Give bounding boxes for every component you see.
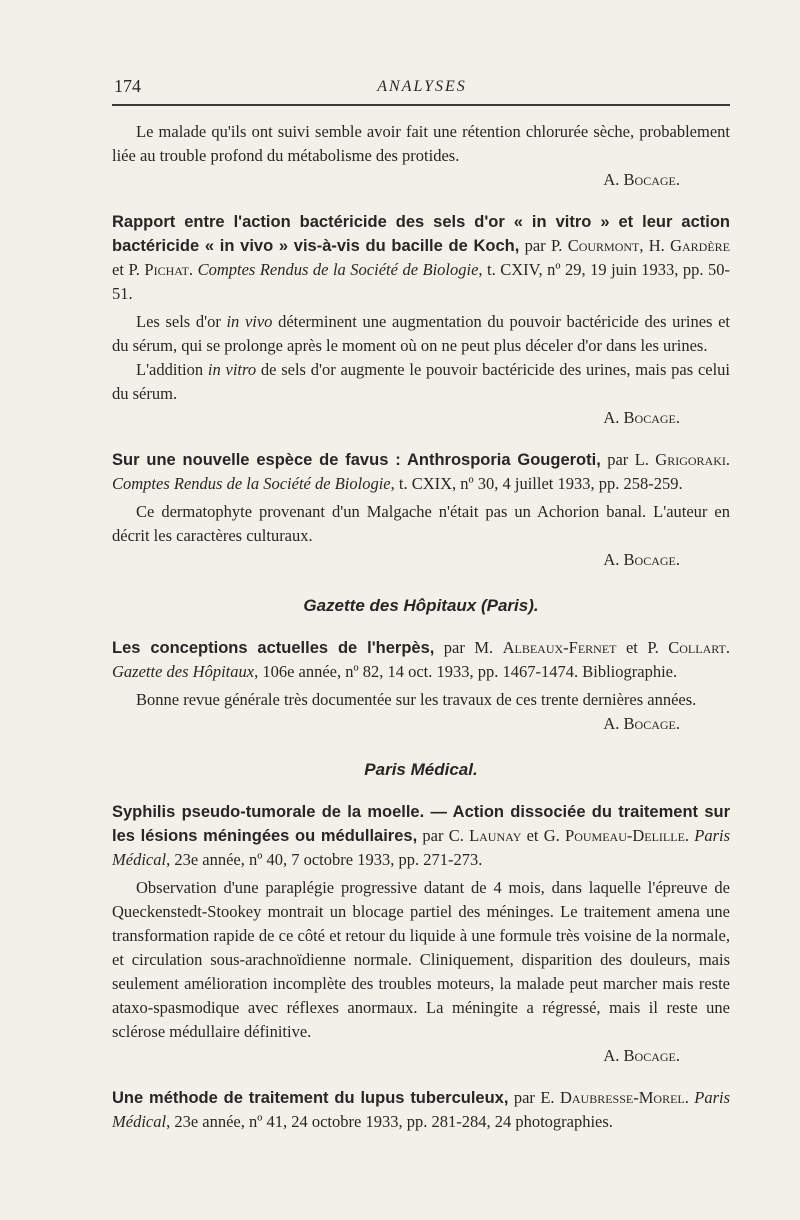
reference-details: , t. CXIV, nº 29, 19 juin 1933, pp. 50-51. <box>112 260 731 303</box>
article-title: Une méthode de traitement du lupus tuberculeux, <box>112 1089 509 1107</box>
reference-details: , 23e année, nº 40, 7 octobre 1933, pp. 271-273. <box>166 850 483 869</box>
emphasis-text: in vitro <box>207 360 257 379</box>
article-heading <box>112 800 730 872</box>
abstract-paragraph <box>112 120 730 192</box>
abstract-paragraph <box>112 876 730 1068</box>
separator-text: . <box>725 450 731 469</box>
source-journal: Paris Médical <box>112 1088 731 1131</box>
conjunction-text: et P. <box>625 638 659 657</box>
separator-text: . <box>725 638 730 657</box>
article-entry <box>112 448 730 572</box>
article-entry <box>112 1086 730 1134</box>
reference-details: , 23e année, nº 41, 24 octobre 1933, pp. 281-284, 24 photographies. <box>166 1112 613 1131</box>
article-heading <box>112 210 730 306</box>
emphasis-text: in vivo <box>226 312 273 331</box>
abstract-paragraph <box>112 358 730 430</box>
source-journal: Comptes Rendus de la Société de Biologie <box>112 474 391 493</box>
abstract-text: L'addition <box>136 360 204 379</box>
section-heading: Gazette des Hôpitaux (Paris). <box>303 596 539 615</box>
article-entry <box>112 636 730 736</box>
author-name: L. Grigoraki <box>634 450 726 469</box>
article-title: Les conceptions actuelles de l'herpès, <box>112 639 435 657</box>
article-title: Sur une nouvelle espèce de favus : Anthrosporia Gougeroti, <box>112 451 601 469</box>
signature: A. Bocage. <box>603 550 680 569</box>
journal-header: ANALYSES <box>377 78 467 95</box>
by-text: par C. <box>422 826 464 845</box>
separator-text: . <box>684 1088 689 1107</box>
article-entry <box>112 210 730 430</box>
by-text: par E. <box>513 1088 555 1107</box>
signature: A. Bocage. <box>603 408 680 427</box>
author-name: Collart <box>668 638 726 657</box>
running-head <box>112 76 732 102</box>
separator-text: . <box>188 260 194 279</box>
separator-text: . <box>684 826 690 845</box>
signature: A. Bocage. <box>603 1046 680 1065</box>
abstract-paragraph <box>112 310 730 358</box>
author-name: Daubresse-Morel <box>559 1088 685 1107</box>
author-name: Poumeau-Delille <box>565 826 685 845</box>
abstract-text: de sels d'or augmente le pouvoir bactéricide des urines, mais pas celui du sérum. <box>112 360 731 403</box>
abstract-text: Observation d'une paraplégie progressive datant de 4 mois, dans laquelle l'épreuve de Queckenstedt-Stookey montrait un blocage partiel des méninges. Le traitement amena une transformation rapide de ce côté et retour du liquide à une formule très voisine de la normale, et circulation sous-arachnoïdienne normale. Cliniquement, disparition des douleurs, mais seulement amélioration incomplète des troubles moteurs, la malade peut marcher mais reste ataxo-spasmodique avec réflexes anormaux. La méningite a régressé, mais il reste une sclérose médullaire définitive. <box>112 878 730 1041</box>
article-title: Rapport entre l'action bactéricide des sels d'or « in vitro » et leur action bactéricide « in vivo » vis-à-vis du bacille de Koch, <box>112 213 730 255</box>
page-number: 174 <box>114 76 141 96</box>
abstract-text: Bonne revue générale très documentée sur les travaux de ces trente dernières années. <box>136 690 697 709</box>
by-text: par M. <box>443 638 494 657</box>
abstract-paragraph <box>112 688 730 736</box>
article-heading <box>112 636 730 684</box>
page-content <box>112 120 730 1134</box>
article-heading <box>112 1086 730 1134</box>
source-journal: Paris Médical <box>112 826 731 869</box>
abstract-paragraph <box>112 500 730 572</box>
header-rule <box>112 104 730 106</box>
reference-details: , t. CXIX, nº 30, 4 juillet 1933, pp. 258-259. <box>390 474 683 493</box>
reference-details: , 106e année, nº 82, 14 oct. 1933, pp. 1467-1474. Bibliographie. <box>254 662 678 681</box>
abstract-text: Ce dermatophyte provenant d'un Malgache n'était pas un Achorion banal. L'auteur en décrit les caractères culturaux. <box>112 502 730 545</box>
conjunction-text: et <box>112 260 124 279</box>
article-title: Syphilis pseudo-tumorale de la moelle. — Action dissociée du traitement sur les lésions méningées ou médullaires, <box>112 803 730 845</box>
author-name: Albeaux-Fernet <box>502 638 617 657</box>
author-name: P. Pichat <box>128 260 189 279</box>
author-name: Launay <box>469 826 522 845</box>
abstract-text: déterminent une augmentation du pouvoir bactéricide des urines et du sérum, qui se prolonge après le moment où on ne peut plus déceler d'or dans les urines. <box>112 312 731 355</box>
by-text: par <box>607 450 629 469</box>
signature: A. Bocage. <box>603 714 680 733</box>
abstract-text: Les sels d'or <box>136 312 221 331</box>
by-text: par <box>524 236 546 255</box>
signature: A. Bocage. <box>603 170 680 189</box>
article-heading <box>112 448 730 496</box>
author-name: H. Gardère <box>648 236 730 255</box>
conjunction-text: et G. <box>526 826 560 845</box>
author-name: P. Courmont <box>550 236 640 255</box>
section-heading: Paris Médical. <box>364 760 478 779</box>
abstract-text: Le malade qu'ils ont suivi semble avoir fait une rétention chlorurée sèche, probablement liée au trouble profond du métabolisme des protides. <box>112 122 730 165</box>
article-entry <box>112 800 730 1068</box>
source-journal: Comptes Rendus de la Société de Biologie <box>197 260 479 279</box>
source-journal: Gazette des Hôpitaux <box>112 662 255 681</box>
separator-text: , <box>639 236 644 255</box>
